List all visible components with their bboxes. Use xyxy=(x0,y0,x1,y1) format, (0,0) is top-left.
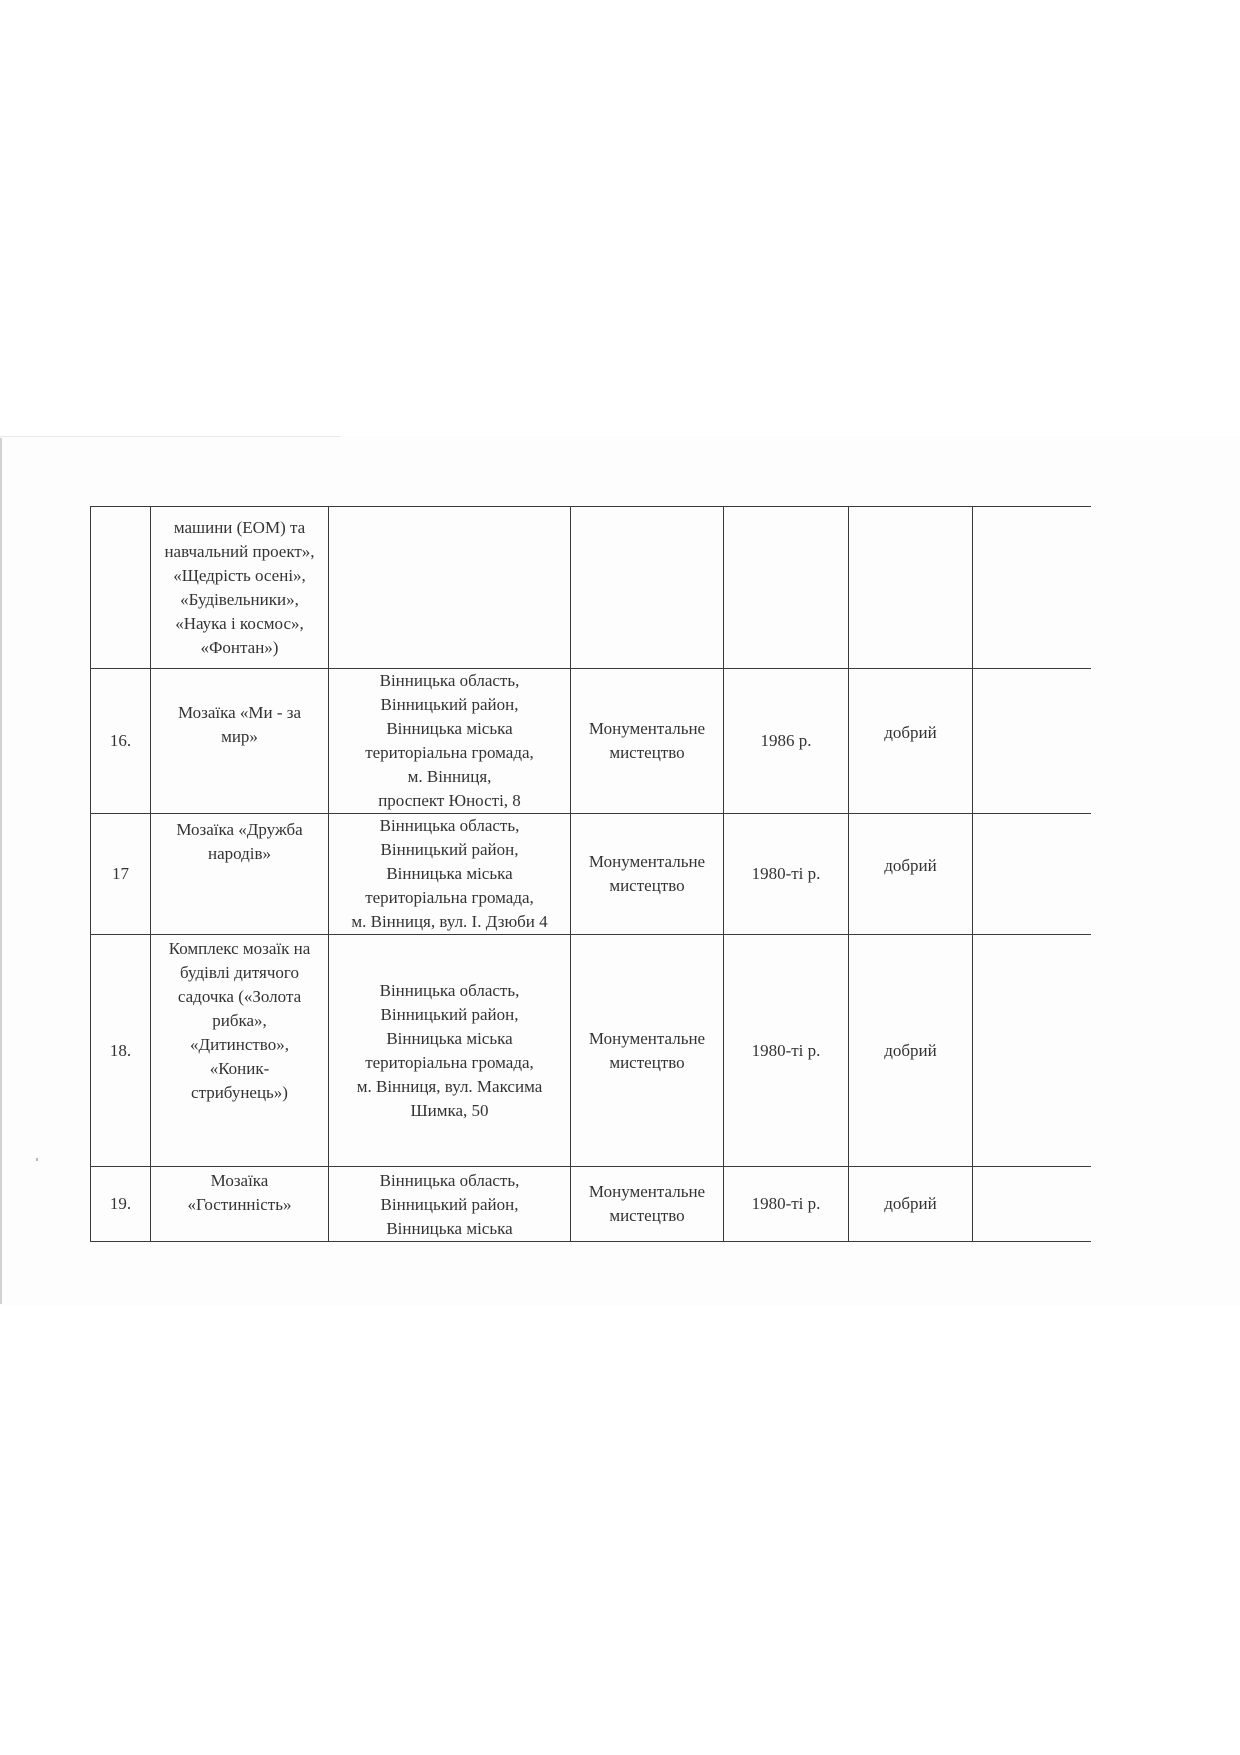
row-number: 18. xyxy=(91,935,151,1167)
object-date: 1980-ті р. xyxy=(724,814,849,935)
object-type: Монументальне мистецтво xyxy=(571,935,724,1167)
row-number: 16. xyxy=(91,669,151,814)
monuments-table xyxy=(90,506,1091,1242)
object-name: Мозаїка «Гостинність» xyxy=(151,1167,329,1242)
page-edge-line xyxy=(0,436,340,437)
table-row xyxy=(91,935,1091,1167)
object-condition: добрий xyxy=(849,1167,973,1242)
object-condition: добрий xyxy=(849,935,973,1167)
object-name: Комплекс мозаїк на будівлі дитячого садочка («Золота рибка», «Дитинство», «Коник- стрибунець») xyxy=(151,935,329,1167)
object-name: Мозаїка «Дружба народів» xyxy=(151,814,329,935)
object-type xyxy=(571,507,724,669)
object-address: Вінницька область, Вінницький район, Вінницька міська територіальна громада, м. Вінниця, вул. Максима Шимка, 50 xyxy=(329,935,571,1167)
object-address xyxy=(329,507,571,669)
object-address: Вінницька область, Вінницький район, Вінницька міська територіальна громада, м. Вінниця, вул. І. Дзюби 4 xyxy=(329,814,571,935)
page-edge-shadow xyxy=(0,438,2,1304)
object-date: 1980-ті р. xyxy=(724,1167,849,1242)
row-number: 17 xyxy=(91,814,151,935)
object-condition xyxy=(849,507,973,669)
table-row xyxy=(91,669,1091,814)
extra-cell xyxy=(973,507,1091,669)
object-type: Монументальне мистецтво xyxy=(571,1167,724,1242)
object-condition: добрий xyxy=(849,669,973,814)
object-address: Вінницька область, Вінницький район, Вінницька міська територіальна громада, м. Вінниця, проспект Юності, 8 xyxy=(329,669,571,814)
object-date xyxy=(724,507,849,669)
object-type: Монументальне мистецтво xyxy=(571,814,724,935)
object-condition: добрий xyxy=(849,814,973,935)
object-address: Вінницька область, Вінницький район, Вінницька міська xyxy=(329,1167,571,1242)
object-name: машини (ЕОМ) та навчальний проект», «Щедрість осені», «Будівельники», «Наука і космос», «Фонтан») xyxy=(151,507,329,669)
table-row xyxy=(91,814,1091,935)
extra-cell xyxy=(973,1167,1091,1242)
extra-cell xyxy=(973,935,1091,1167)
extra-cell xyxy=(973,669,1091,814)
object-name: Мозаїка «Ми - за мир» xyxy=(151,669,329,814)
object-date: 1986 р. xyxy=(724,669,849,814)
row-number xyxy=(91,507,151,669)
table-row xyxy=(91,1167,1091,1242)
extra-cell xyxy=(973,814,1091,935)
object-date: 1980-ті р. xyxy=(724,935,849,1167)
row-number: 19. xyxy=(91,1167,151,1242)
table-row xyxy=(91,507,1091,669)
scan-speck xyxy=(36,1158,38,1161)
object-type: Монументальне мистецтво xyxy=(571,669,724,814)
